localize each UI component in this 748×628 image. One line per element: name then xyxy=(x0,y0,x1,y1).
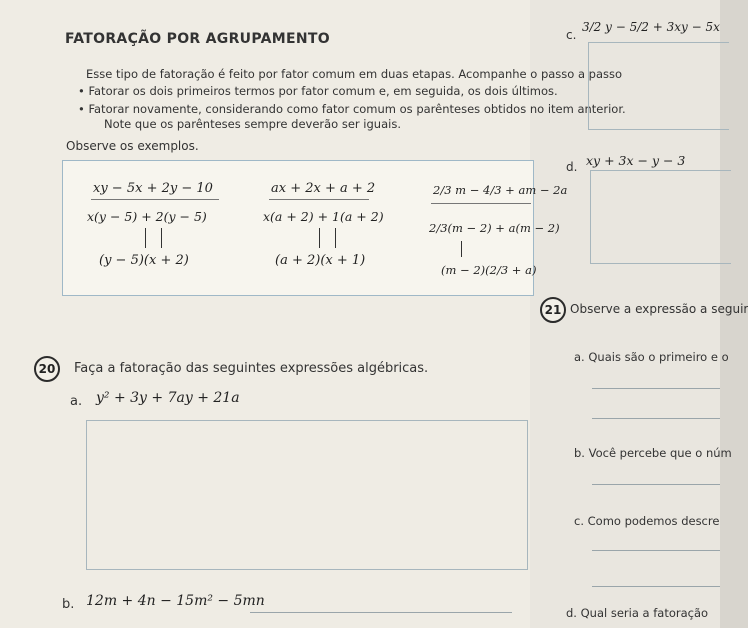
example1-result: (y − 5)(x + 2) xyxy=(99,253,189,268)
example1-underline xyxy=(91,199,219,200)
example2-step: x(a + 2) + 1(a + 2) xyxy=(263,209,384,224)
example2-expression: ax + 2x + a + 2 xyxy=(271,181,376,196)
bullet-2-text: Fatorar novamente, considerando como fator comum os parênteses obtidos no item anterior. xyxy=(88,102,626,116)
question-c-line-1[interactable] xyxy=(592,550,720,551)
exercise-20-badge: 20 xyxy=(34,356,60,382)
example1-step: x(y − 5) + 2(y − 5) xyxy=(87,209,207,224)
example2-arrow-1 xyxy=(319,228,320,248)
item-c-label: c. xyxy=(566,28,577,42)
note-text: Note que os parênteses sempre deverão ser iguais. xyxy=(104,117,401,131)
exercise-21-badge: 21 xyxy=(540,297,566,323)
question-a: a. Quais são o primeiro e o xyxy=(574,350,729,364)
item-d-answer-box[interactable] xyxy=(590,170,731,264)
item-b-answer-line[interactable] xyxy=(250,612,512,613)
example2-result: (a + 2)(x + 1) xyxy=(275,253,366,268)
exercise-20-prompt: Faça a fatoração das seguintes expressões algébricas. xyxy=(74,361,429,376)
item-b-label: b. xyxy=(62,597,75,612)
question-b-line[interactable] xyxy=(592,484,720,485)
question-c: c. Como podemos descre xyxy=(574,514,720,528)
question-c-line-2[interactable] xyxy=(592,586,720,587)
example3-arrow-1 xyxy=(461,241,462,257)
item-a-label: a. xyxy=(70,394,83,409)
item-c-expression: 3/2 y − 5/2 + 3xy − 5x xyxy=(582,20,720,34)
item-c-answer-box[interactable] xyxy=(588,42,729,130)
intro-text: Esse tipo de fatoração é feito por fator comum em duas etapas. Acompanhe o passo a passo xyxy=(86,67,623,81)
example1-expression: xy − 5x + 2y − 10 xyxy=(93,181,213,196)
question-d: d. Qual seria a fatoração xyxy=(566,606,709,620)
item-b-expression: 12m + 4n − 15m² − 5mn xyxy=(86,593,265,609)
example3-result: (m − 2)(2/3 + a) xyxy=(441,263,537,277)
example2-arrow-2 xyxy=(335,228,336,248)
example2-underline xyxy=(269,199,369,200)
question-a-line-2[interactable] xyxy=(592,418,720,419)
bullet-1-text: Fatorar os dois primeiros termos por fator comum e, em seguida, os dois últimos. xyxy=(88,84,558,98)
item-d-label: d. xyxy=(566,160,578,174)
example3-expression: 2/3 m − 4/3 + am − 2a xyxy=(433,183,568,197)
bullet-1: • Fatorar os dois primeiros termos por fator comum e, em seguida, os dois últimos. xyxy=(78,84,558,98)
section-title: FATORAÇÃO POR AGRUPAMENTO xyxy=(65,31,330,47)
bullet-2: • Fatorar novamente, considerando como fator comum os parênteses obtidos no item anterior. xyxy=(78,102,626,116)
example1-arrow-2 xyxy=(161,228,162,248)
example1-arrow-1 xyxy=(145,228,146,248)
item-a-answer-box[interactable] xyxy=(86,420,528,570)
examples-box xyxy=(62,160,568,296)
examples-label: Observe os exemplos. xyxy=(66,139,199,153)
exercise-21-prompt: Observe a expressão a seguir xyxy=(570,302,748,316)
example3-underline xyxy=(431,203,531,204)
item-d-expression: xy + 3x − y − 3 xyxy=(586,153,686,168)
item-a-expression: y² + 3y + 7ay + 21a xyxy=(96,390,240,406)
example3-step: 2/3(m − 2) + a(m − 2) xyxy=(429,221,560,235)
question-b: b. Você percebe que o núm xyxy=(574,446,732,460)
question-a-line-1[interactable] xyxy=(592,388,720,389)
